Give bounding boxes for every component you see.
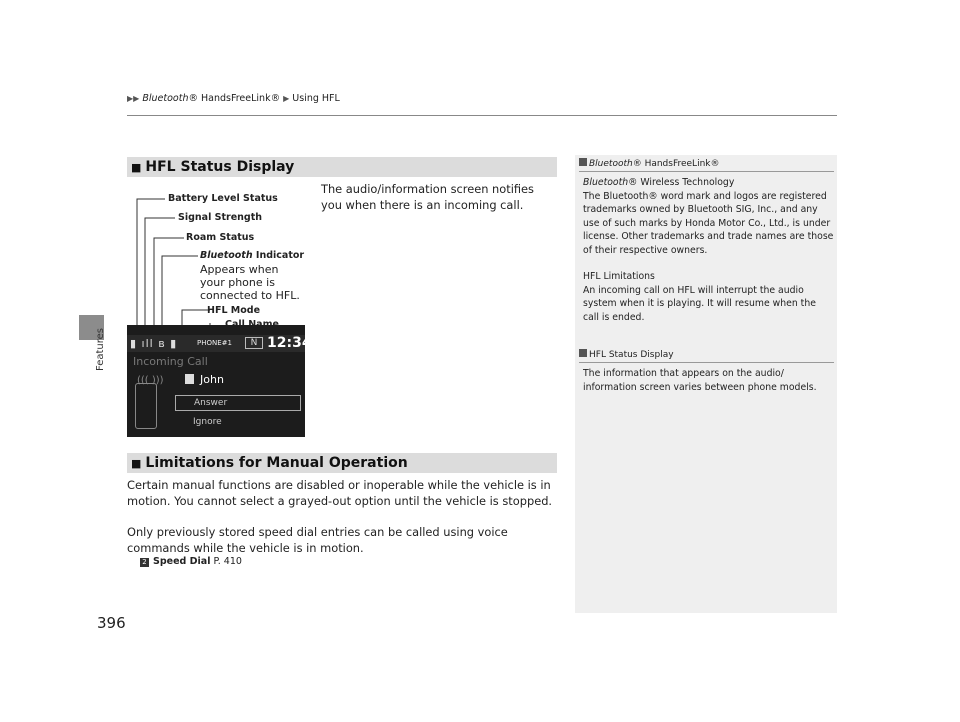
note-p1-rest: ® Wireless Technology — [628, 177, 735, 188]
note-title — [579, 349, 834, 363]
section-heading-hfl-status — [127, 157, 557, 177]
arrow-icon: ▶▶ — [127, 94, 140, 103]
arrow-icon: ▶ — [283, 94, 290, 103]
breadcrumb-using-hfl: Using HFL — [292, 93, 340, 104]
caller-name-text: John — [200, 373, 224, 386]
incoming-call-title: Incoming Call — [133, 355, 208, 368]
breadcrumb — [127, 93, 340, 104]
note-title — [579, 158, 834, 172]
note-p1-italic: Bluetooth — [583, 177, 629, 188]
note-p2: The Bluetooth® word mark and logos are registered trademarks owned by Bluetooth SIG, Inc., and any use of such marks by Honda Motor Co., Ltd., is under license. Other trademarks and trade names are those of their respective owners. — [583, 190, 834, 256]
note-bluetooth — [579, 158, 834, 337]
breadcrumb-reg: ® — [188, 93, 198, 104]
ignore-button: Ignore — [193, 417, 222, 427]
reference-icon: 2 — [140, 558, 149, 567]
label-hfl-mode: HFL Mode — [207, 305, 261, 316]
intro-text: The audio/information screen notifies you when there is an incoming call. — [321, 182, 534, 212]
clock: 12:34 — [267, 335, 312, 351]
page-number: 396 — [97, 614, 126, 632]
breadcrumb-bluetooth: Bluetooth — [142, 93, 189, 104]
answer-button: Answer — [175, 395, 301, 411]
incoming-call-screen — [127, 325, 312, 437]
breadcrumb-hfl: HandsFreeLink® — [197, 93, 281, 104]
note2-title-text: HFL Status Display — [589, 350, 674, 360]
note-icon — [579, 158, 587, 166]
phone-label: PHONE#1 — [197, 339, 232, 347]
phone-handset-icon — [135, 383, 157, 429]
square-icon: ■ — [131, 457, 142, 470]
note-title-rest: ® HandsFreeLink® — [632, 159, 720, 169]
section-title: HFL Status Display — [145, 159, 295, 175]
label-bluetooth-desc: Appears when your phone is connected to HFL. — [200, 263, 300, 302]
caller-name — [185, 373, 224, 386]
xref-label: Speed Dial — [153, 556, 211, 567]
section-heading-limitations — [127, 453, 557, 473]
note-title-italic: Bluetooth — [589, 159, 633, 169]
label-bt-italic: Bluetooth — [200, 250, 253, 261]
status-icons: ▮ ıll ʙ ▮ — [130, 337, 178, 350]
note-body — [579, 176, 834, 324]
note-hfl-status — [579, 349, 834, 394]
header-rule — [127, 115, 837, 116]
note-p3: An incoming call on HFL will interrupt the audio system when it is playing. It will resume when the call is ended. — [583, 284, 816, 323]
status-bar — [127, 335, 312, 352]
speed-dial-link[interactable] — [140, 556, 242, 567]
note-p3-title: HFL Limitations — [583, 271, 655, 282]
chapter-label: Features — [95, 328, 106, 371]
xref-page: P. 410 — [213, 556, 242, 567]
contact-icon — [185, 374, 194, 384]
label-roam-status: Roam Status — [186, 232, 255, 243]
label-bluetooth-indicator — [200, 250, 304, 261]
note-icon — [579, 349, 587, 357]
ringing-waves-icon: ((( ))) — [137, 375, 164, 386]
hfl-mode-indicator: N — [245, 337, 263, 349]
square-icon: ■ — [131, 161, 142, 174]
label-battery-level: Battery Level Status — [168, 193, 278, 204]
label-bt-rest: Indicator — [252, 250, 305, 261]
note-body: The information that appears on the audio/ information screen varies between phone models. — [583, 368, 817, 393]
limitations-para2: Only previously stored speed dial entries can be called using voice commands while the vehicle is in motion. — [127, 525, 508, 555]
label-signal-strength: Signal Strength — [178, 212, 263, 223]
section-title: Limitations for Manual Operation — [145, 455, 408, 471]
note-p1 — [583, 176, 834, 190]
limitations-para1: Certain manual functions are disabled or inoperable while the vehicle is in motion. You cannot select a grayed-out option until the vehicle is stopped. — [127, 478, 553, 508]
